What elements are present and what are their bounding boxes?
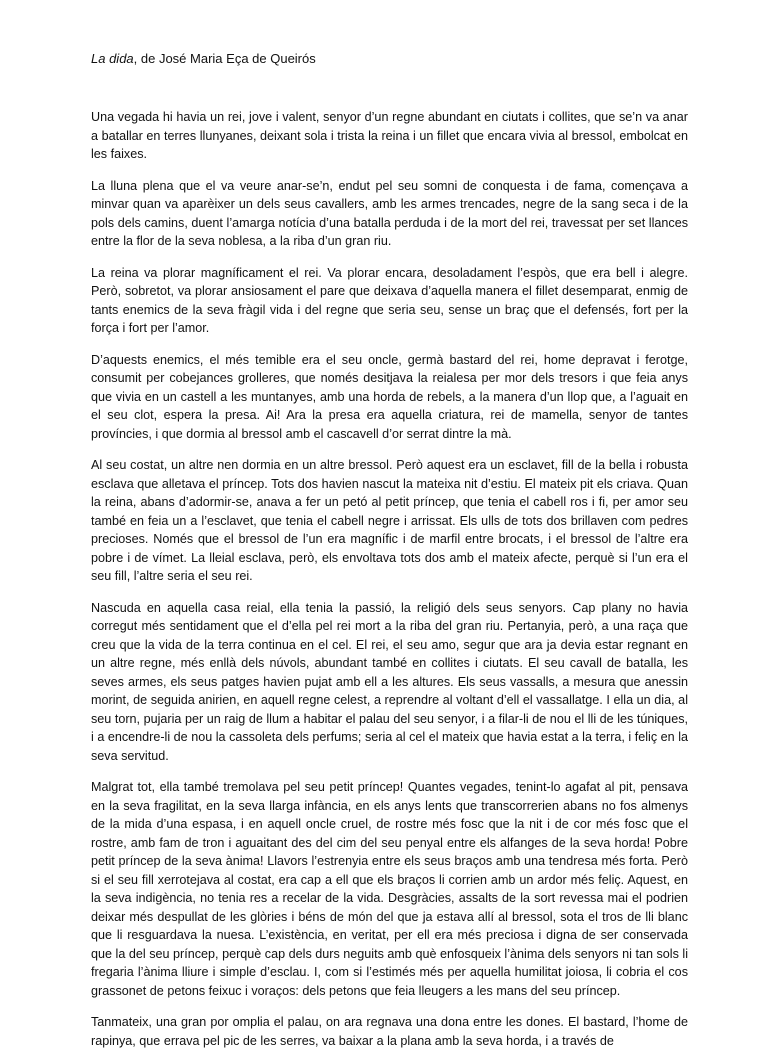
paragraph-3: La reina va plorar magníficament el rei. Va plorar encara, desoladament l’espòs, que era bell i alegre. Però, sobretot, va plorar ansiosament el pare que deixava d’aquella manera el fillet desemparat, enmig de tants enemics de la seva fràgil vida i del regne que seria seu, sense un braç que el defensés, fort per la força i fort per l’amor. [91, 265, 688, 335]
paragraph-6: Nascuda en aquella casa reial, ella tenia la passió, la religió dels seus senyors. Cap plany no havia corregut més sentidament que el d’ella pel rei mort a la riba del gran riu. Pertanyia, però, a una raça que creu que la vida de la terra continua en el cel. El rei, el seu amo, segur que ara ja devia estar regnant en un altre regne, més enllà dels núvols, abundant també en collites i ciutats. El seu cavall de batalla, les seves armes, els seus patges havien pujat amb ell a les altures. Els seus vassalls, a mesura que anessin morint, de seguida anirien, en aquell regne celest, a reprendre al voltant d’ell el vassallatge. I ella un dia, al seu torn, pujaria per un raig de llum a habitar el palau del seu senyor, i a filar-li de nou el lli de les túniques, i a encendre-li de nou la cassoleta dels perfums; seria al cel el mateix que havia estat a la terra, i feliç en la seva servitud. [91, 600, 688, 763]
paragraph-5: Al seu costat, un altre nen dormia en un altre bressol. Però aquest era un esclavet, fill de la bella i robusta esclava que alletava el príncep. Tots dos havien nascut la mateixa nit d’estiu. El mateix pit els criava. Quan la reina, abans d’adormir-se, anava a fer un petó al petit príncep, que tenia el cabell ros i fi, per amor seu també en feia un a l’esclavet, que tenia el cabell negre i arrissat. Els ulls de tots dos brillaven com pedres precioses. Només que el bressol de l’un era magnífic i de marfil entre brocats, i el bressol de l’altre era pobre i de vímet. La lleial esclava, però, els envoltava tots dos amb el mateix afecte, perquè si l’un era el seu fill, l’altre seria el seu rei. [91, 458, 688, 583]
title-author: , de José Maria Eça de Queirós [133, 51, 316, 66]
document-page [91, 50, 688, 1063]
document-title [91, 50, 688, 68]
paragraph-7: Malgrat tot, ella també tremolava pel seu petit príncep! Quantes vegades, tenint-lo agafat al pit, pensava en la seva fragilitat, en la seva llarga infància, en els anys lents que transcorrerien abans no fos almenys de la mida d’una espasa, i en aquell oncle cruel, de rostre més fosc que la nit i de cor més fosc que el rostre, amb fam de tron i aguaitant des del cim del seu penyal entre els alfanges de la seva horda! Pobre petit príncep de la seva ànima! Llavors l’estrenyia entre els seus braços amb una tendresa més forta. Però si el seu fill xerrotejava al costat, era cap a ell que els braços li corrien amb un ardor més feliç. Aquest, en la seva indigència, no tenia res a recelar de la vida. Desgràcies, assalts de la sort revessa mai el podrien deixar més despullat de les glòries i béns de món del que ja estava allí al bressol, sota el tros de lli blanc que li resguardava la nuesa. L’existència, en veritat, per ell era més preciosa i digna de ser conservada que la del seu príncep, perquè cap dels durs neguits amb què enfosqueix l’ànima dels senyors ni tan sols li fregaria l’ànima lliure i simple d’esclau. I, com si l’estimés més per aquella humilitat joiosa, li cobria el cos grassonet de petons feixuc i voraços: dels petons que feia lleugers a les mans del seu príncep. [91, 780, 688, 998]
paragraph-1: Una vegada hi havia un rei, jove i valent, senyor d’un regne abundant en ciutats i collites, que se’n va anar a batallar en terres llunyanes, deixant sola i trista la reina i un fillet que encara vivia al bressol, embolcat en les faixes. [91, 110, 688, 161]
paragraph-4: D’aquests enemics, el més temible era el seu oncle, germà bastard del rei, home depravat i ferotge, consumit per cobejances grolleres, que només desitjava la reialesa per mor dels tresors i que feia anys que vivia en un castell a les muntanyes, amb una horda de rebels, a la manera d’un llop que, a l’aguait en el seu clot, espera la presa. Ai! Ara la presa era aquella criatura, rei de mamella, senyor de tantes províncies, i que dormia al bressol amb el cascavell d’or serrat dintre la mà. [91, 352, 688, 441]
paragraph-2: La lluna plena que el va veure anar-se’n, endut pel seu somni de conquesta i de fama, començava a minvar quan va aparèixer un dels seus cavallers, amb les armes trencades, negre de la sang seca i de la pols dels camins, duent l’amarga notícia d’una batalla perduda i de la mort del rei, travessat per set llances entre la flor de la seva noblesa, a la riba d’un gran riu. [91, 178, 688, 248]
work-title: La dida [91, 51, 134, 66]
paragraph-8: Tanmateix, una gran por omplia el palau, on ara regnava una dona entre les dones. El bastard, l’home de rapinya, que errava pel pic de les serres, va baixar a la plana amb la seva horda, i a través de [91, 1015, 688, 1048]
